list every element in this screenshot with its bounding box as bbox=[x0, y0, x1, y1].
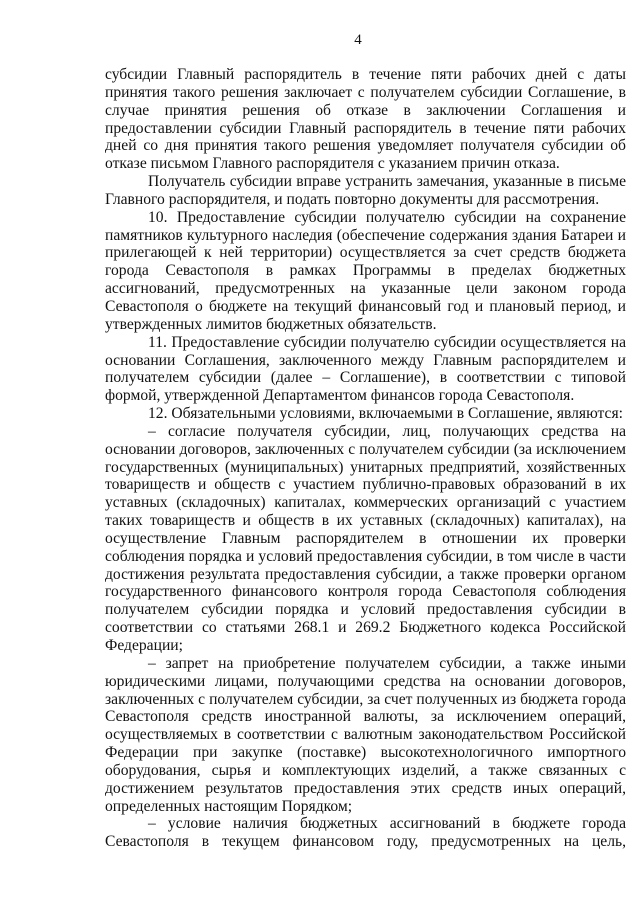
paragraph-clause-11: 11. Предоставление субсидии получателю субсидии осуществляется на основании Соглашения, заключенного между Главным распорядителем и получателем субсидии (далее – Соглашение), в соответствии с типовой формой, утвержденной Департаментом финансов города Севастополя. bbox=[105, 333, 626, 405]
paragraph-resubmission: Получатель субсидии вправе устранить замечания, указанные в письме Главного распорядителя, и подать повторно документы для рассмотрения. bbox=[105, 173, 626, 208]
paragraph-clause-10: 10. Предоставление субсидии получателю субсидии на сохранение памятников культурного наследия (обеспечение содержания здания Батареи и прилегающей к ней территории) осуществляется за счет средств бюджета города Севастополя в рамках Программы в пределах бюджетных ассигнований, предусмотренных на указанные цели законом города Севастополя о бюджете на текущий финансовый год и плановый период, и утвержденных лимитов бюджетных обязательств. bbox=[105, 208, 626, 333]
paragraph-continuation: субсидии Главный распорядитель в течение пяти рабочих дней с даты принятия такого решения заключает с получателем субсидии Соглашение, в случае принятия решения об отказе в заключении Соглашения и предоставлении субсидии Главный распорядитель в течение пяти рабочих дней со дня принятия такого решения уведомляет получателя субсидии об отказе письмом Главного распорядителя с указанием причин отказа. bbox=[105, 66, 626, 173]
list-item-currency-ban: – запрет на приобретение получателем субсидии, а также иными юридическими лицами, получающими средства на основании договоров, заключенных с получателем субсидии, за счет полученных из бюджета города Севастополя средств иностранной валюты, за исключением операций, осуществляемых в соответствии с валютным законодательством Российской Федерации при закупке (поставке) высокотехнологичного импортного оборудования, сырья и комплектующих изделий, а также связанных с достижением результатов предоставления этих средств иных операций, определенных настоящим Порядком; bbox=[105, 654, 626, 815]
document-body bbox=[105, 66, 626, 851]
list-item-budget-condition: – условие наличия бюджетных ассигнований в бюджете города Севастополя в текущем финансовом году, предусмотренных на цель, bbox=[105, 815, 626, 851]
page-number: 4 bbox=[354, 32, 362, 48]
list-item-consent: – согласие получателя субсидии, лиц, получающих средства на основании договоров, заключенных с получателем субсидии (за исключением государственных (муниципальных) унитарных предприятий, хозяйственных товариществ и обществ с участием публично-правовых образований в их уставных (складочных) капиталах, коммерческих организаций с участием таких товариществ и обществ в их уставных (складочных) капиталах), на осуществление Главным распорядителем в отношении их проверки соблюдения порядка и условий предоставления субсидии, в том числе в части достижения результата предоставления субсидии, а также проверки органом государственного финансового контроля города Севастополя соблюдения получателем субсидии порядка и условий предоставления субсидии в соответствии со статьями 268.1 и 269.2 Бюджетного кодекса Российской Федерации; bbox=[105, 422, 626, 654]
paragraph-clause-12: 12. Обязательными условиями, включаемыми в Соглашение, являются: bbox=[148, 405, 623, 423]
